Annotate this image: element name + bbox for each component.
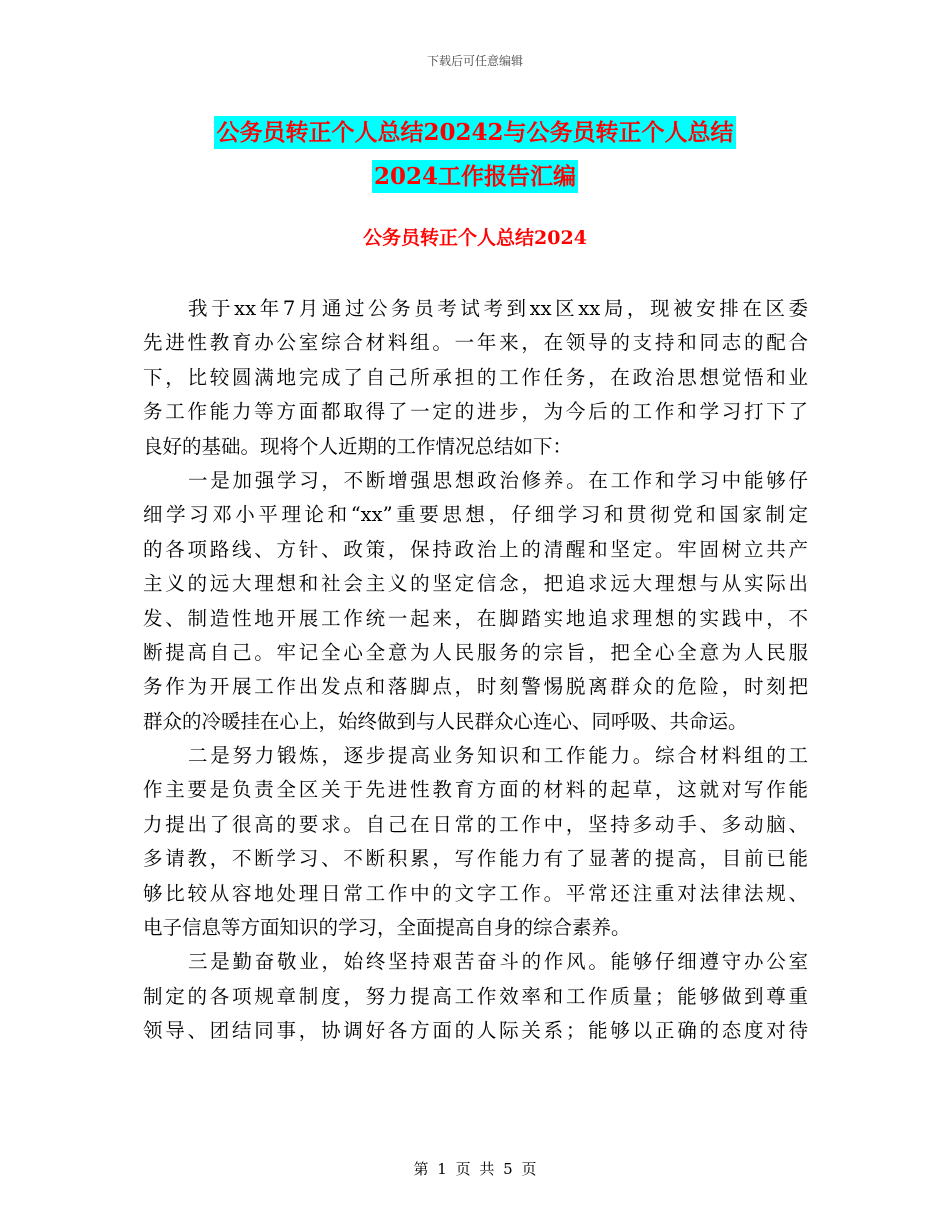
body-text-line: 良好的基础。现将个人近期的工作情况总结如下： <box>143 434 573 458</box>
body-text-line: 一是加强学习，不断增强思想政治修养。在工作和学习中能够仔 <box>188 468 808 492</box>
body-text-line: 三是勤奋敬业，始终坚持艰苦奋斗的作风。能够仔细遵守办公室 <box>188 950 808 974</box>
body-text-line: 群众的冷暖挂在心上，始终做到与人民群众心连心、同呼吸、共命运。 <box>143 709 748 733</box>
body-text-line: 下，比较圆满地完成了自己所承担的工作任务，在政治思想觉悟和业 <box>143 365 808 389</box>
body-text-line: 制定的各项规章制度，努力提高工作效率和工作质量；能够做到尊重 <box>143 984 808 1008</box>
header-note: 下载后可任意编辑 <box>426 54 523 68</box>
body-text-line: 电子信息等方面知识的学习，全面提高自身的综合素养。 <box>143 916 631 940</box>
body-text-line: 多请教，不断学习、不断积累，写作能力有了显著的提高，目前已能 <box>143 847 808 871</box>
body-text-line: 的各项路线、方针、政策，保持政治上的清醒和坚定。牢固树立共产 <box>143 537 808 561</box>
document-title-line-2 <box>0 158 950 191</box>
body-text-line: 领导、团结同事，协调好各方面的人际关系；能够以正确的态度对待 <box>143 1019 808 1043</box>
body-text-line: 作主要是负责全区关于先进性教育方面的材料的起草，这就对写作能 <box>143 778 808 802</box>
body-text-line: 二是努力锻炼，逐步提高业务知识和工作能力。综合材料组的工 <box>188 744 808 768</box>
body-text-line: 断提高自己。牢记全心全意为人民服务的宗旨，把全心全意为人民服 <box>143 640 808 664</box>
document-title-text-1: 公务员转正个人总结20242与公务员转正个人总结 <box>214 116 735 149</box>
body-text-line: 我于xx年7月通过公务员考试考到xx区xx局，现被安排在区委 <box>188 297 808 320</box>
body-text-line: 务工作能力等方面都取得了一定的进步，为今后的工作和学习打下了 <box>143 400 808 424</box>
body-text-line: 力提出了很高的要求。自己在日常的工作中，坚持多动手、多动脑、 <box>143 812 808 836</box>
body-text-line: 够比较从容地处理日常工作中的文字工作。平常还注重对法律法规、 <box>143 881 808 905</box>
document-body <box>143 292 808 1049</box>
body-text-line: 细学习邓小平理论和“xx”重要思想，仔细学习和贯彻党和国家制定 <box>143 503 808 527</box>
body-text-line: 发、制造性地开展工作统一起来，在脚踏实地追求理想的实践中，不 <box>143 606 808 630</box>
body-text-line: 务作为开展工作出发点和落脚点，时刻警惕脱离群众的危险，时刻把 <box>143 675 808 699</box>
document-title-line-1 <box>0 114 950 147</box>
page-number-footer: 第 1 页 共 5 页 <box>413 1160 537 1178</box>
section-title: 公务员转正个人总结2024 <box>363 227 587 249</box>
body-text-line: 先进性教育办公室综合材料组。一年来，在领导的支持和同志的配合 <box>143 331 808 355</box>
body-text-line: 主义的远大理想和社会主义的坚定信念，把追求远大理想与从实际出 <box>143 572 808 596</box>
document-title-text-2: 2024工作报告汇编 <box>372 160 578 193</box>
